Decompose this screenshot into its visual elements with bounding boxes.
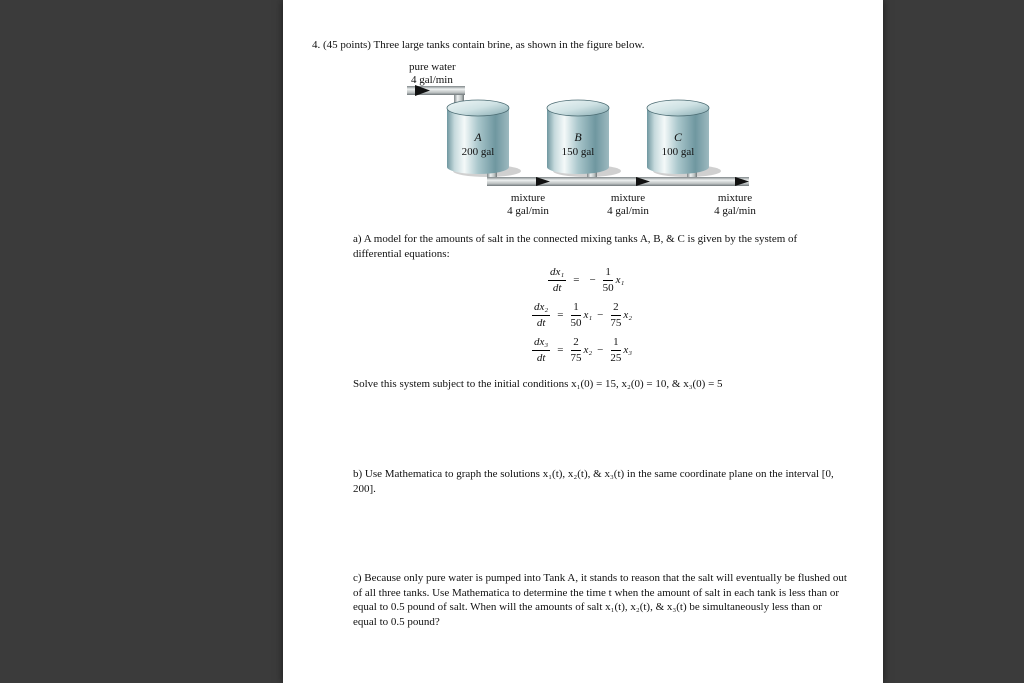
- frac-2-75: $\frac{2}{75}$: [610, 300, 622, 329]
- equation-3: [530, 336, 632, 364]
- outflow2-label-line1: mixture: [610, 192, 646, 204]
- variable-x3: x₃: [623, 344, 633, 356]
- tanks-figure: [283, 55, 883, 225]
- variable-x1: x₁: [615, 274, 625, 286]
- outflow1-label-line1: mixture: [510, 192, 546, 204]
- inlet-label-line1: pure water: [409, 61, 456, 73]
- variable-x2: x₂: [583, 344, 593, 356]
- frac-2-75: $\frac{2}{75}$: [570, 335, 582, 364]
- frac-1-25: $\frac{1}{25}$: [610, 335, 622, 364]
- variable-x1: x₁: [583, 309, 593, 321]
- part-c-text: c) Because only pure water is pumped into Tank A, it stands to reason that the salt will eventually be flushed out of all three tanks. Use Mathematica to determine the time t when the amount of salt in each tank is less than or equal to 0.5 pound of salt. When will the amounts of salt x₁(t), x₂(t), & x₃(t) be simultaneously less than or equal to 0.5 pound?: [353, 572, 847, 628]
- problem-title: 4. (45 points) Three large tanks contain brine, as shown in the figure below.: [312, 39, 645, 51]
- outflow2-label-line2: 4 gal/min: [607, 205, 649, 217]
- minus-sign: −: [597, 309, 604, 321]
- equals-sign: =: [557, 309, 564, 321]
- document-page: [283, 0, 883, 683]
- tank-c: [647, 100, 709, 174]
- equation-1: [546, 266, 632, 294]
- minus-sign: −: [597, 344, 604, 356]
- frac-dx3-dt: $\frac{\text{dx₃}}{dt}$: [534, 335, 549, 364]
- frac-dx2-dt: $\frac{\text{dx₂}}{dt}$: [534, 300, 549, 329]
- outflow3-label-line1: mixture: [717, 192, 753, 204]
- tank-a: [447, 100, 509, 174]
- frac-dx1-dt: $\frac{\text{dx₁}}{dt}$: [550, 265, 565, 294]
- frac-1-50: $\frac{1}{50}$: [602, 265, 614, 294]
- tank-c-capacity: 100 gal: [661, 146, 695, 158]
- tank-a-name: A: [474, 130, 482, 144]
- equals-sign: =: [573, 274, 580, 286]
- solve-instruction: Solve this system subject to the initial conditions x₁(0) = 15, x₂(0) = 10, & x₃(0) = 5: [353, 378, 723, 390]
- equation-system: [530, 266, 632, 371]
- minus-sign: −: [589, 274, 596, 286]
- part-a-text: a) A model for the amounts of salt in the connected mixing tanks A, B, & C is given by the system of differential equations:: [353, 233, 798, 260]
- equals-sign: =: [557, 344, 564, 356]
- inlet-label-line2: 4 gal/min: [411, 74, 453, 86]
- part-b-text: b) Use Mathematica to graph the solutions x₁(t), x₂(t), & x₃(t) in the same coordinate plane on the interval [0, 200].: [353, 468, 834, 495]
- tank-b-name: B: [574, 130, 582, 144]
- frac-1-50: $\frac{1}{50}$: [570, 300, 582, 329]
- outflow1-label-line2: 4 gal/min: [507, 205, 549, 217]
- tank-b: [547, 100, 609, 174]
- tank-b-capacity: 150 gal: [561, 146, 595, 158]
- equation-2: [530, 301, 632, 329]
- tank-c-name: C: [673, 130, 683, 144]
- tank-a-capacity: 200 gal: [461, 146, 495, 158]
- outflow3-label-line2: 4 gal/min: [714, 205, 756, 217]
- variable-x2: x₂: [623, 309, 633, 321]
